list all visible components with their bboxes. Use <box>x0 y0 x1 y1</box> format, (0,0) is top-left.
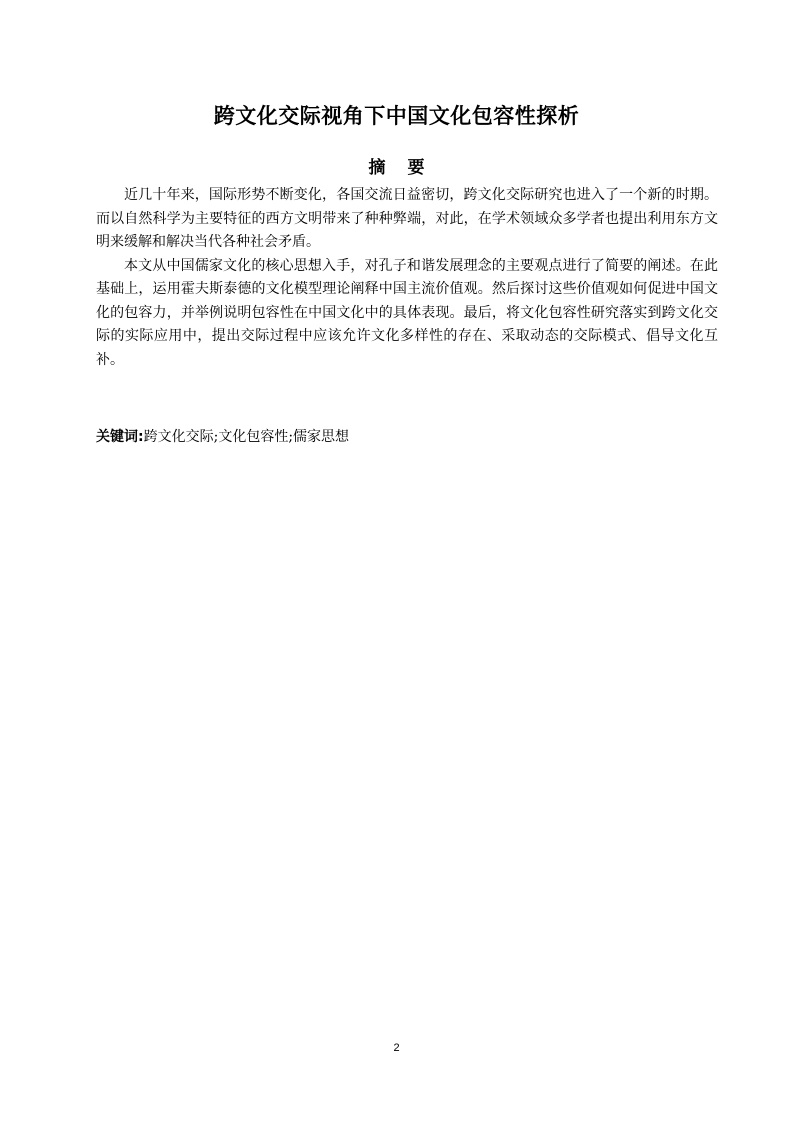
keywords-label: 关键词: <box>96 429 144 445</box>
abstract-body <box>96 184 718 372</box>
abstract-paragraph-1: 近几十年来，国际形势不断变化，各国交流日益密切，跨文化交际研究也进入了一个新的时期。而以自然科学为主要特征的西方文明带来了种种弊端，对此，在学术领域众多学者也提出利用东方文明来缓解和解决当代各种社会矛盾。 <box>96 187 718 250</box>
keywords-line <box>96 426 349 448</box>
page-title: 跨文化交际视角下中国文化包容性探析 <box>213 104 580 128</box>
page-number: 2 <box>393 1042 400 1054</box>
abstract-heading: 摘 要 <box>368 158 433 178</box>
keywords-text: 跨文化交际;文化包容性;儒家思想 <box>143 429 350 445</box>
abstract-paragraph-2: 本文从中国儒家文化的核心思想入手，对孔子和谐发展理念的主要观点进行了简要的阐述。在此基础上，运用霍夫斯泰德的文化模型理论阐释中国主流价值观。然后探讨这些价值观如何促进中国文化的包容力，并举例说明包容性在中国文化中的具体表现。最后，将文化包容性研究落实到跨文化交际的实际应用中，提出交际过程中应该允许文化多样性的存在、采取动态的交际模式、倡导文化互补。 <box>96 257 718 368</box>
